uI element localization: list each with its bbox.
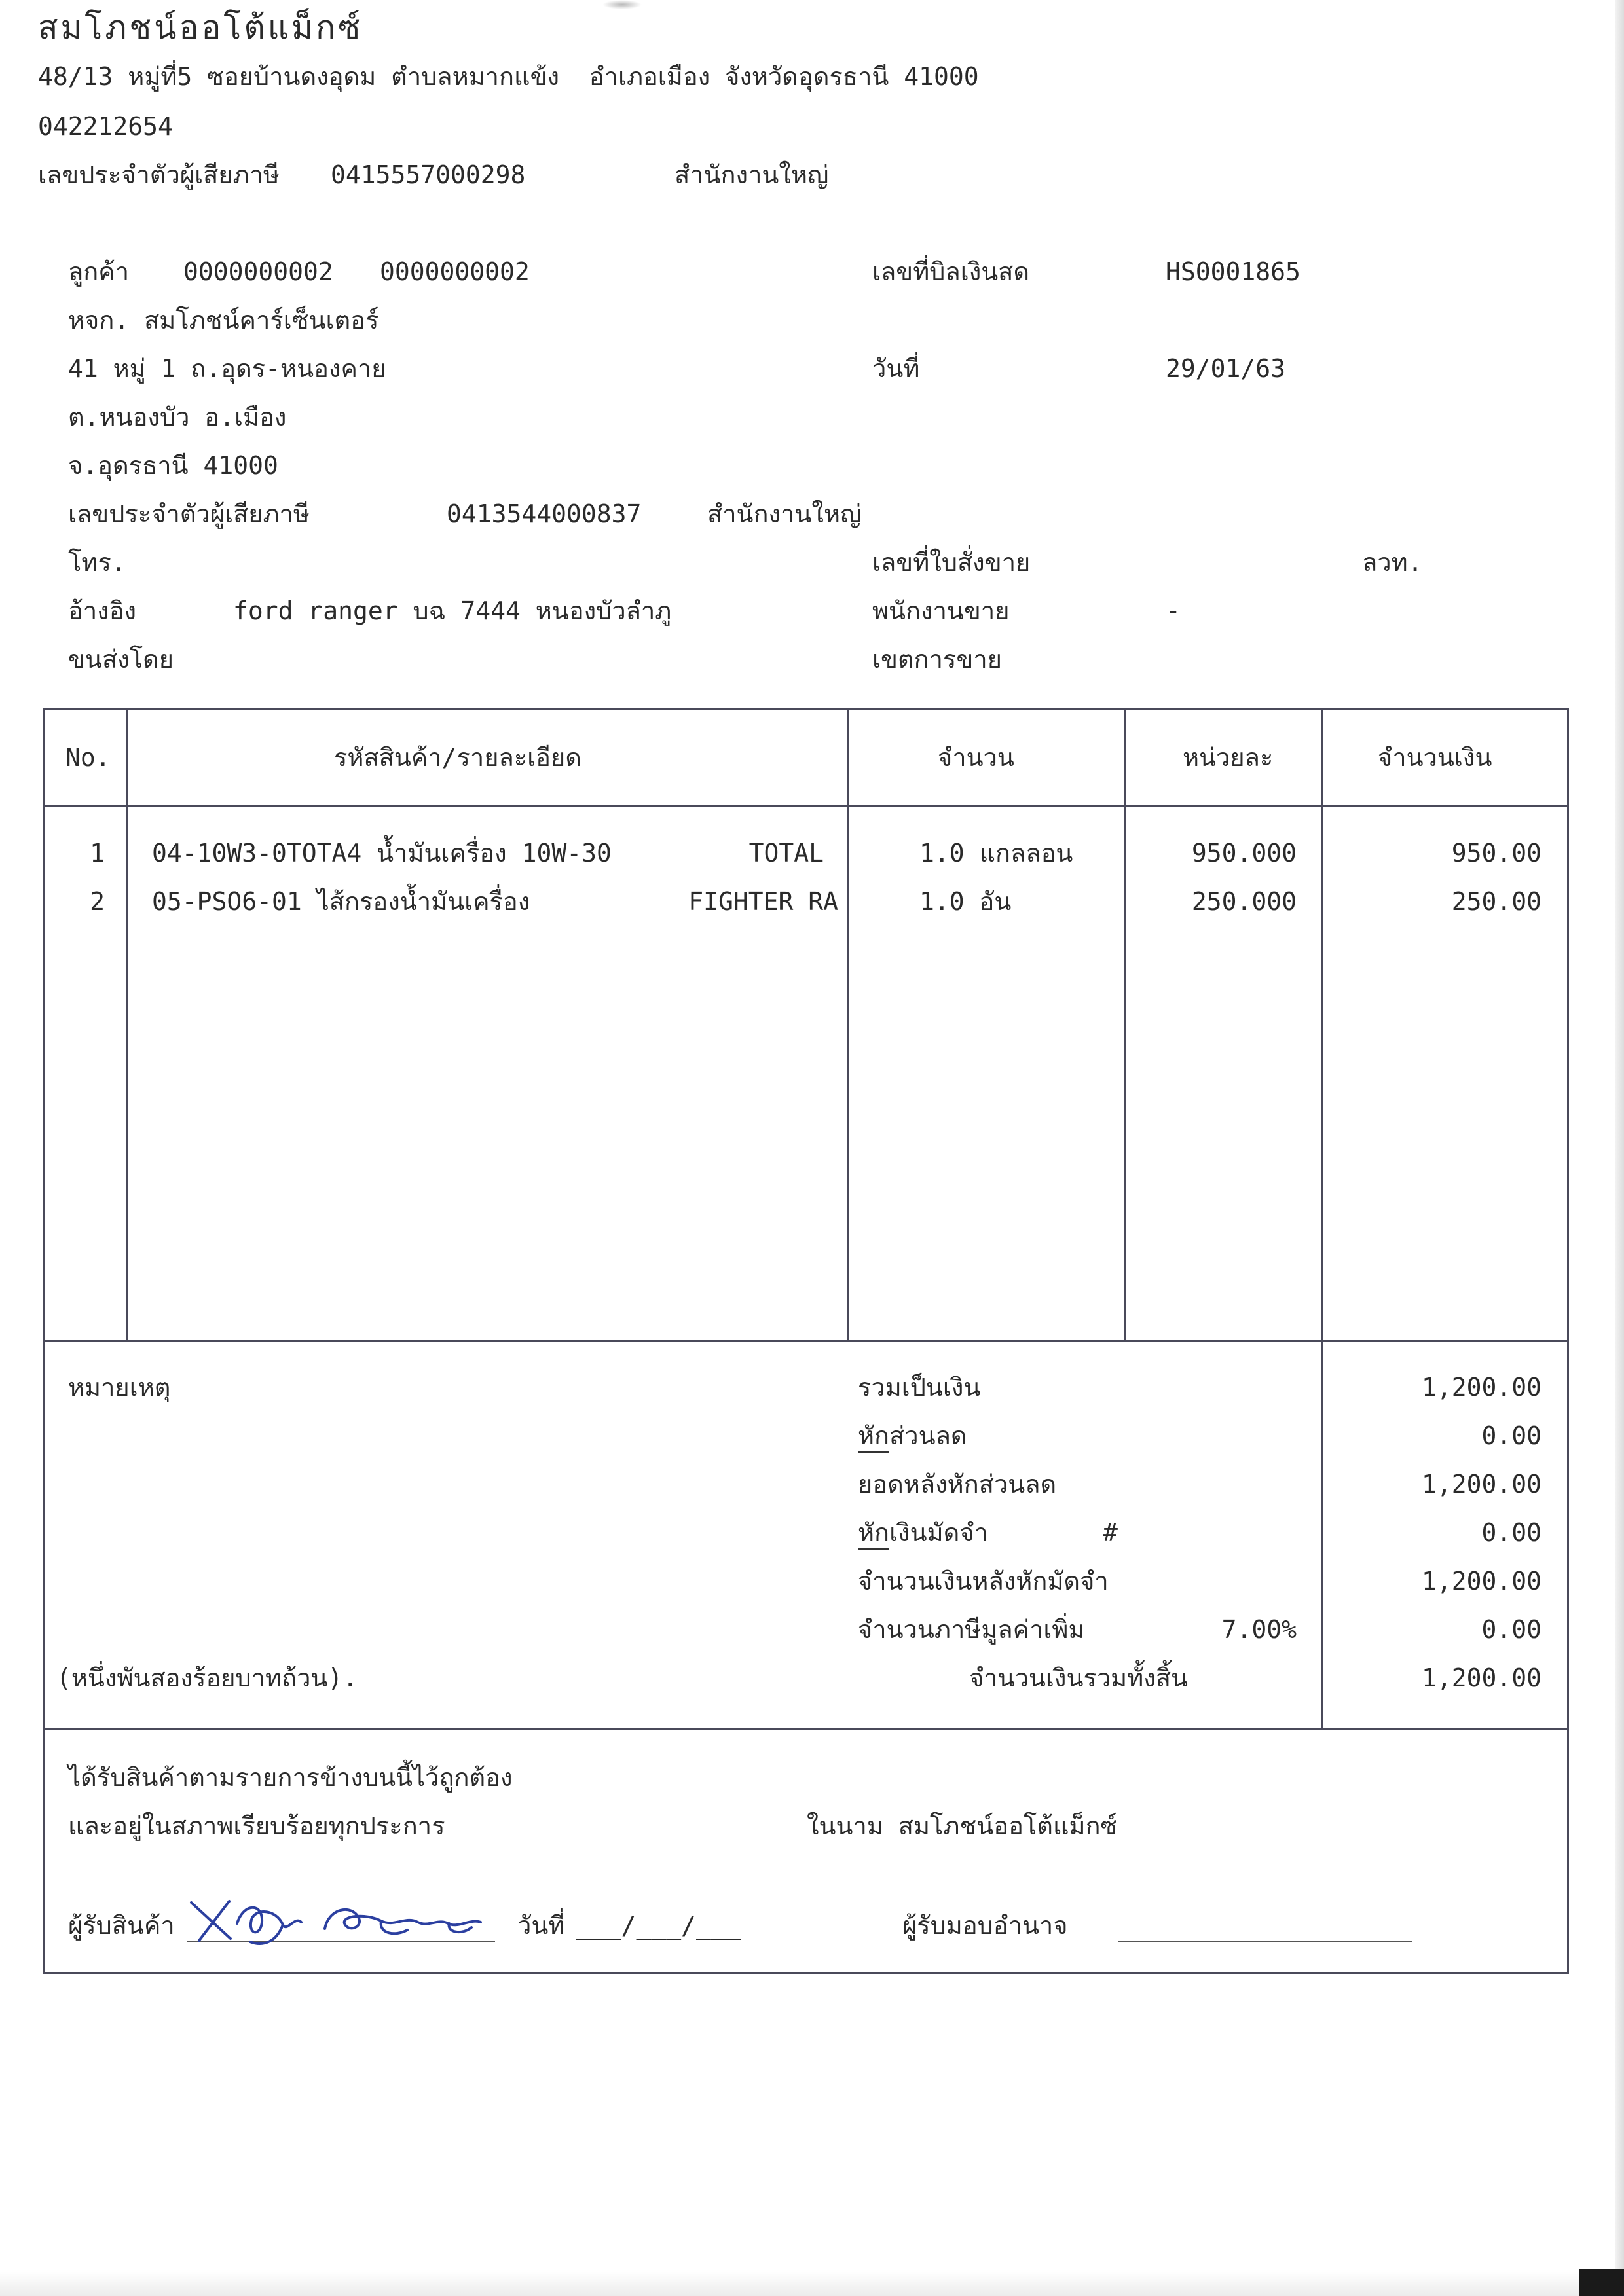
- company-address: 48/13 หมู่ที่5 ซอยบ้านดงอุดม ตำบลหมากแข้ง อำเภอเมือง จังหวัดอุดรธานี 41000: [38, 62, 979, 91]
- header-unit-price: หน่วยละ: [1183, 743, 1274, 772]
- row-description: 05-PSO6-01 ไส้กรองน้ำมันเครื่อง: [152, 887, 530, 916]
- row-quantity: 1.0 แกลลอน: [919, 839, 1073, 867]
- after-discount-value: 1,200.00: [1421, 1470, 1541, 1499]
- customer-label: ลูกค้า: [68, 257, 130, 286]
- receive-date-label: วันที่: [517, 1911, 565, 1940]
- discount-label-underlined: หัก: [858, 1421, 890, 1450]
- deposit-value: 0.00: [1481, 1518, 1541, 1547]
- deposit-underline: [858, 1548, 889, 1550]
- grand-total-value: 1,200.00: [1421, 1664, 1541, 1692]
- company-phone: 042212654: [38, 112, 173, 141]
- authorized-signature-line: [1118, 1941, 1412, 1942]
- row-quantity: 1.0 อัน: [919, 887, 1012, 916]
- header-no: No.: [65, 743, 111, 772]
- customer-address-2: ต.หนองบัว อ.เมือง: [68, 403, 287, 431]
- deposit-mark: #: [1103, 1518, 1118, 1547]
- after-deposit-value: 1,200.00: [1421, 1567, 1541, 1595]
- salesperson-label: พนักงานขาย: [872, 596, 1010, 625]
- company-branch: สำนักงานใหญ่: [674, 160, 829, 189]
- discount-value: 0.00: [1481, 1421, 1541, 1450]
- header-description: รหัสสินค้า/รายละเอียด: [334, 743, 581, 772]
- reference-label: อ้างอิง: [68, 596, 137, 625]
- customer-address-1: 41 หมู่ 1 ถ.อุดร-หนองคาย: [68, 354, 386, 383]
- customer-address-3: จ.อุดรธานี 41000: [68, 451, 278, 480]
- customer-tax-id: 0413544000837: [447, 500, 642, 528]
- company-tax-label: เลขประจำตัวผู้เสียภาษี: [38, 160, 280, 189]
- row-brand: TOTAL: [748, 839, 824, 867]
- reference-value: ford ranger บฉ 7444 หนองบัวลำภู: [233, 596, 672, 625]
- after-discount-label: ยอดหลังหักส่วนลด: [858, 1470, 1057, 1499]
- bill-number-label: เลขที่บิลเงินสด: [872, 257, 1030, 286]
- customer-name: หจก. สมโภชน์คาร์เซ็นเตอร์: [68, 306, 379, 335]
- discount-label: [858, 1421, 967, 1451]
- invoice-date: 29/01/63: [1166, 354, 1286, 383]
- row-description: 04-10W3-0TOTA4 น้ำมันเครื่อง 10W-30: [152, 839, 612, 867]
- scan-shadow-right: [1615, 0, 1624, 2296]
- customer-code-1: 0000000002: [183, 257, 333, 286]
- on-behalf-of: ในนาม สมโภชน์ออโต้แม็กซ์: [807, 1812, 1118, 1840]
- receiver-signature: [185, 1889, 499, 1948]
- customer-branch: สำนักงานใหญ่: [707, 500, 862, 528]
- row-amount: 950.00: [1451, 839, 1541, 867]
- customer-tax-label: เลขประจำตัวผู้เสียภาษี: [68, 500, 310, 528]
- vat-rate: 7.00%: [1221, 1615, 1297, 1644]
- customer-code-2: 0000000002: [380, 257, 530, 286]
- sales-order-label: เลขที่ใบสั่งขาย: [872, 548, 1031, 577]
- row-no: 1: [90, 839, 105, 867]
- received-statement-1: ได้รับสินค้าตามรายการข้างบนนี้ไว้ถูกต้อง: [68, 1763, 513, 1792]
- deposit-label: [858, 1518, 988, 1548]
- subtotal-label: รวมเป็นเงิน: [858, 1373, 981, 1402]
- after-deposit-label: จำนวนเงินหลังหักมัดจำ: [858, 1567, 1109, 1595]
- salesperson-value: -: [1166, 596, 1181, 625]
- bill-number: HS0001865: [1166, 257, 1301, 286]
- discount-underline: [858, 1451, 889, 1453]
- amount-in-words: (หนึ่งพันสองร้อยบาทถ้วน).: [56, 1664, 358, 1692]
- receiver-label: ผู้รับสินค้า: [68, 1911, 175, 1940]
- scan-smudge: [602, 0, 642, 9]
- vat-label: จำนวนภาษีมูลค่าเพิ่ม: [858, 1615, 1085, 1644]
- scan-corner-mark: [1579, 2269, 1624, 2296]
- authorized-label: ผู้รับมอบอำนาจ: [902, 1911, 1068, 1940]
- sales-order-value: ลวท.: [1362, 548, 1423, 577]
- company-tax-id: 0415557000298: [331, 160, 526, 189]
- row-amount: 250.00: [1451, 887, 1541, 916]
- deposit-label-rest: เงินมัดจำ: [889, 1518, 988, 1547]
- row-no: 2: [90, 887, 105, 916]
- customer-phone-label: โทร.: [68, 548, 126, 577]
- grand-total-label: จำนวนเงินรวมทั้งสิ้น: [969, 1664, 1188, 1692]
- shipping-label: ขนส่งโดย: [68, 645, 174, 674]
- sales-area-label: เขตการขาย: [872, 645, 1002, 674]
- row-unit-price: 950.000: [1191, 839, 1297, 867]
- company-name: สมโภชน์ออโต้แม็กซ์: [38, 9, 363, 46]
- header-amount: จำนวนเงิน: [1378, 743, 1492, 772]
- remark-label: หมายเหตุ: [68, 1373, 171, 1402]
- deposit-label-underlined: หัก: [858, 1518, 890, 1547]
- received-statement-2: และอยู่ในสภาพเรียบร้อยทุกประการ: [68, 1812, 445, 1840]
- subtotal-value: 1,200.00: [1421, 1373, 1541, 1402]
- invoice-date-label: วันที่: [872, 354, 920, 383]
- receive-date-blank: ___/___/___: [576, 1911, 741, 1940]
- header-quantity: จำนวน: [938, 743, 1014, 772]
- scan-shadow-bottom: [0, 2272, 1579, 2296]
- discount-label-rest: ส่วนลด: [889, 1421, 967, 1450]
- row-unit-price: 250.000: [1191, 887, 1297, 916]
- vat-value: 0.00: [1481, 1615, 1541, 1644]
- row-brand: FIGHTER RA: [688, 887, 838, 916]
